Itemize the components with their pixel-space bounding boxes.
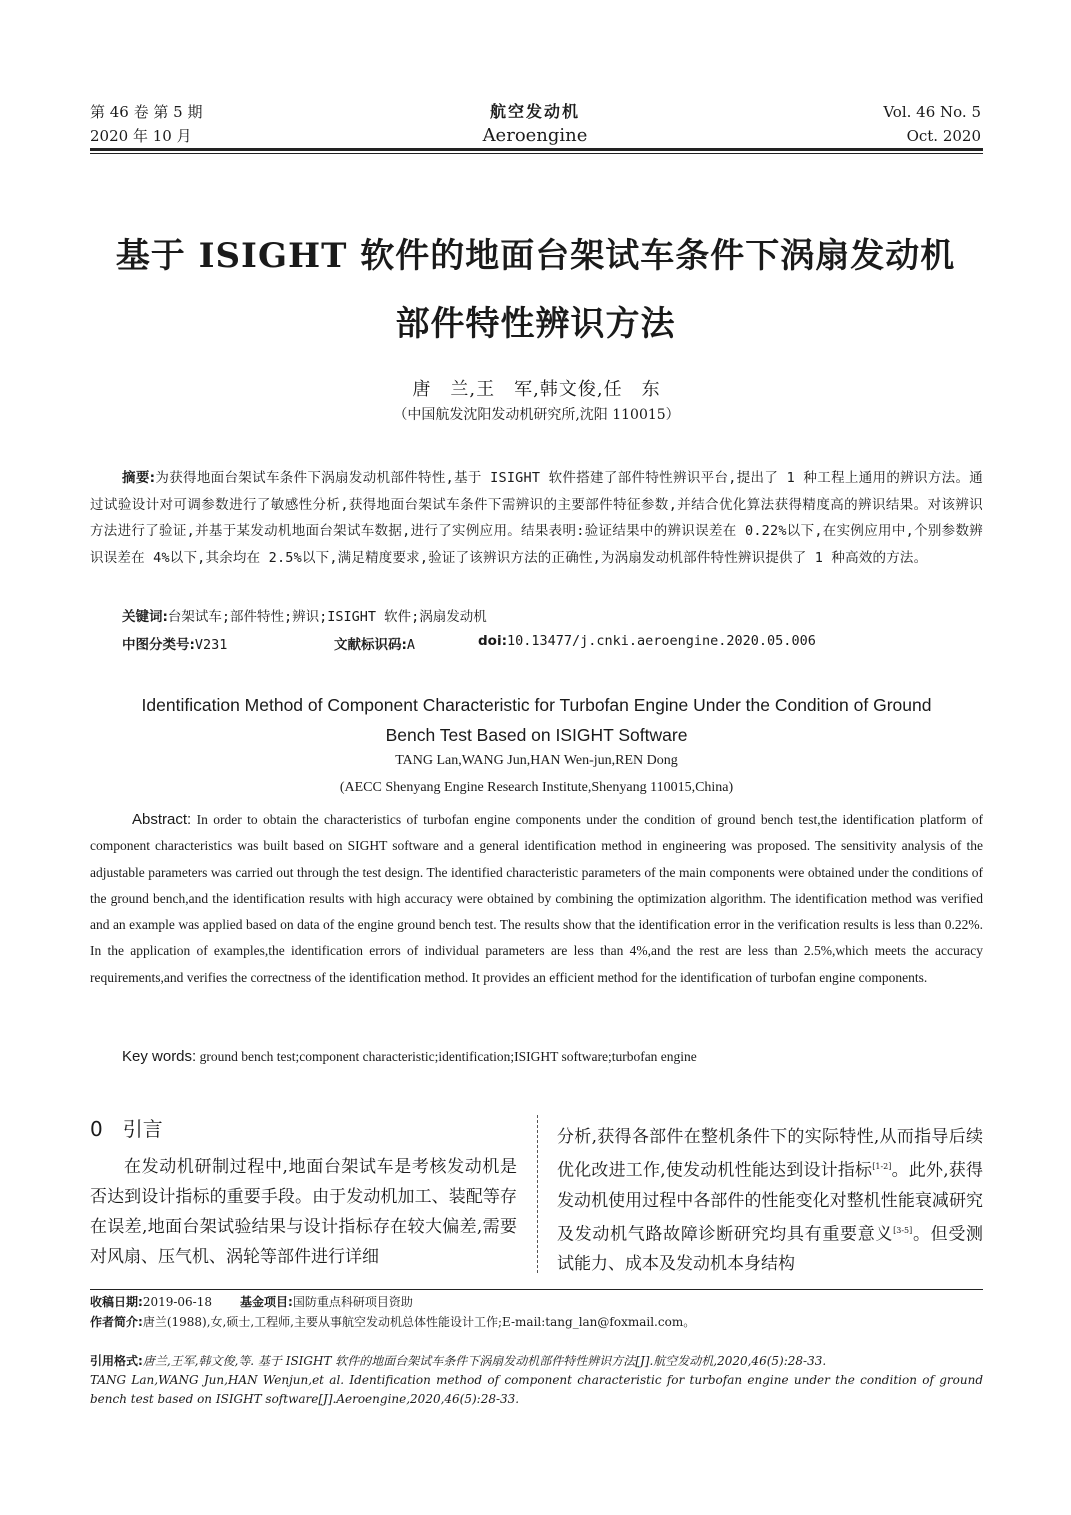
keywords-cn-label: 关键词:: [122, 609, 168, 625]
fund-value: 国防重点科研项目资助: [292, 1295, 413, 1309]
doi: [478, 633, 816, 649]
header-rule-thin: [90, 153, 983, 154]
paper-title-en-line1: Identification Method of Component Characteristic for Turbofan Engine Under the Condition of Ground: [141, 695, 932, 715]
paper-title-en-line2: Bench Test Based on ISIGHT Software: [385, 725, 688, 745]
citation-en: TANG Lan,WANG Jun,HAN Wenjun,et al. Identification method of component characteristic for turbofan engine under the condition of ground bench test based on ISIGHT software[J].Aeroengine,2020,46(5):28-33.: [90, 1373, 983, 1406]
journal-name: [385, 100, 685, 148]
citation-cn: 唐兰,王军,韩文俊,等. 基于 ISIGHT 软件的地面台架试车条件下涡扇发动机部件特性辨识方法[J].航空发动机,2020,46(5):28-33.: [142, 1354, 827, 1368]
keywords-cn-text: 台架试车;部件特性;辨识;ISIGHT 软件;涡扇发动机: [167, 609, 487, 625]
journal-name-en: Aeroengine: [482, 125, 588, 146]
abstract-cn-label: 摘要:: [122, 470, 156, 486]
section-title: 引言: [122, 1117, 163, 1141]
document-code: [334, 633, 415, 653]
doi-value: 10.13477/j.cnki.aeroengine.2020.05.006: [506, 633, 816, 649]
keywords-cn: [122, 605, 487, 625]
issue-info: [90, 100, 202, 148]
keywords-en-label: Key words:: [122, 1048, 197, 1065]
journal-name-cn: 航空发动机: [489, 102, 580, 121]
paper-title-line1: 基于 ISIGHT 软件的地面台架试车条件下涡扇发动机: [115, 236, 956, 276]
reference-3-5: [3-5]: [893, 1225, 913, 1235]
paper-title-line2: 部件特性辨识方法: [395, 304, 676, 344]
column-divider: [537, 1115, 538, 1273]
received-label: 收稿日期:: [90, 1295, 143, 1309]
abstract-en-label: Abstract:: [132, 811, 192, 828]
author-bio-label: 作者简介:: [90, 1315, 143, 1329]
citation-label: 引用格式:: [90, 1354, 143, 1368]
volume-issue-cn: 第 46 卷 第 5 期: [90, 103, 203, 121]
keywords-en: [122, 1044, 983, 1070]
authors-en: TANG Lan,WANG Jun,HAN Wen-jun,REN Dong: [395, 753, 678, 768]
date-cn: 2020 年 10 月: [90, 127, 192, 145]
footnote-rule: [90, 1289, 983, 1290]
paper-title-en: [90, 690, 983, 750]
fund-label: 基金项目:: [240, 1295, 293, 1309]
doi-label: doi:: [478, 633, 507, 649]
body-right-text-3: 。但受测试能力、成本及发动机本身结构: [557, 1224, 984, 1275]
authors-cn: 唐 兰,王 军,韩文俊,任 东: [412, 379, 661, 400]
classification-codes: [122, 633, 227, 653]
body-left-column: 在发动机研制过程中,地面台架试车是考核发动机是否达到设计指标的重要手段。由于发动机加工、装配等存在误差,地面台架试验结果与设计指标存在较大偏差,需要对风扇、压气机、涡轮等部件进行详细: [90, 1157, 517, 1267]
body-right-text-1: 分析,获得各部件在整机条件下的实际特性,从而指导后续优化改进工作,使发动机性能达到设计指标: [557, 1127, 983, 1181]
abstract-en: [90, 807, 983, 991]
body-right-text-2: 。此外,获得发动机使用过程中各部件的性能变化对整机性能衰减研究及发动机气路故障诊断研究均具有重要意义: [557, 1160, 984, 1245]
abstract-en-text: In order to obtain the characteristics of turbofan engine components under the condition of ground bench test,the identification platform of component characteristics was built based on SIGHT software and a general identification method in engineering was proposed. The sensitivity analysis of the adjustable parameters was carried out through the test design. The identified characteristic parameters of the main components were obtained under the conditions of the ground bench,and the identification results with high accuracy were obtained by combining the optimization algorithm. The identification method was verified and an example was applied based on data of the engine ground bench test. The results show that the identification error in the verification results is less than 0.22%. In the application of examples,the identification errors of individual parameters are less than 4%,and the rest are less than 2.5%,which meets the accuracy requirements,and verifies the correctness of the identification method. It provides an efficient method for the identification of turbofan engine components.: [90, 812, 983, 985]
doc-code-value: A: [406, 637, 416, 653]
affiliation-en: (AECC Shenyang Engine Research Institute,Shenyang 110015,China): [339, 780, 734, 795]
footnote-received: [90, 1292, 983, 1312]
clc-value: V231: [194, 637, 228, 653]
abstract-cn-text: 为获得地面台架试车条件下涡扇发动机部件特性,基于 ISIGHT 软件搭建了部件特性辨识平台,提出了 1 种工程上通用的辨识方法。通过试验设计对可调参数进行了敏感性分析,获得地面台架试车条件下需辨识的主要部件特征参数,并结合优化算法获得精度高的辨识结果。对该辨识方法进行了验证,并基于某发动机地面台架试车数据,进行了实例应用。结果表明:验证结果中的辨识误差在 0.22%以下,在实例应用中,个别参数辨识误差在 4%以下,其余均在 2.5%以下,满足精度要求,验证了该辨识方法的正确性,为涡扇发动机部件特性辨识提供了 1 种高效的方法。: [90, 470, 983, 566]
affiliation-cn: （中国航发沈阳发动机研究所,沈阳 110015）: [393, 407, 680, 423]
citation-format: [90, 1352, 983, 1409]
received-date: 2019-06-18: [142, 1295, 212, 1309]
author-bio-text: 唐兰(1988),女,硕士,工程师,主要从事航空发动机总体性能设计工作;E-mail:tang_lan@foxmail.com。: [142, 1315, 696, 1329]
section-heading: [90, 1113, 163, 1142]
volume-issue-en: Vol. 46 No. 5: [883, 103, 981, 121]
date-en: Oct. 2020: [906, 127, 981, 145]
section-number: 0: [90, 1117, 103, 1141]
footnote-author: [90, 1312, 983, 1332]
reference-1-2: [1-2]: [872, 1162, 892, 1171]
keywords-en-text: ground bench test;component characteristic;identification;ISIGHT software;turbofan engine: [199, 1049, 697, 1064]
body-right-column: [557, 1122, 983, 1279]
clc-label: 中图分类号:: [122, 637, 195, 653]
doc-code-label: 文献标识码:: [334, 637, 407, 653]
issue-info-en: [883, 100, 981, 148]
abstract-cn: [90, 465, 983, 571]
header-rule: [90, 148, 983, 151]
